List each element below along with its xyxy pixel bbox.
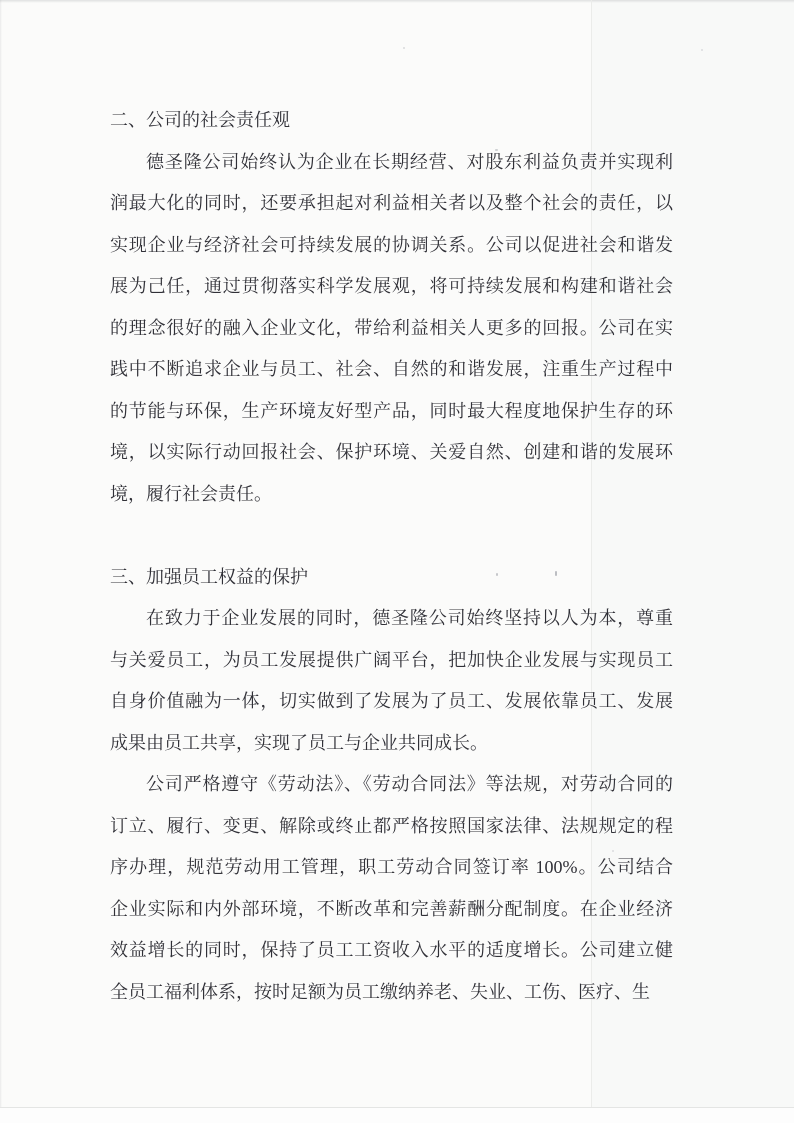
section-heading: 三、加强员工权益的保护 (110, 566, 308, 587)
text-line: 德圣隆公司始终认为企业在长期经营、对股东利益负责并实现利 (146, 151, 673, 172)
text-line: 效益增长的同时，保持了员工工资收入水平的适度增长。公司建立健 (110, 940, 673, 960)
scan-speck (701, 49, 703, 51)
text-line: 的节能与环保，生产环境友好型产品，同时最大程度地保护生存的环 (110, 400, 673, 421)
text-line: 的理念很好的融入企业文化，带给利益相关人更多的回报。公司在实 (110, 317, 673, 338)
text-line: 全员工福利体系，按时足额为员工缴纳养老、失业、工伤、医疗、生 (110, 981, 650, 1002)
document-body (110, 100, 673, 1013)
scan-below-page-area (0, 1108, 794, 1123)
text-line: 企业实际和内外部环境，不断改革和完善薪酬分配制度。在企业经济 (110, 898, 673, 919)
text-line: 润最大化的同时，还要承担起对利益相关者以及整个社会的责任，以 (110, 193, 673, 213)
text-line: 在致力于企业发展的同时，德圣隆公司始终坚持以人为本，尊重 (146, 608, 673, 628)
text-line: 实现企业与经济社会可持续发展的协调关系。公司以促进社会和谐发 (110, 234, 673, 255)
text-line: 序办理，规范劳动用工管理，职工劳动合同签订率 100%。公司结合 (110, 857, 673, 877)
scan-top-edge-shadow (0, 0, 794, 3)
text-line: 境，以实际行动回报社会、保护环境、关爱自然、创建和谐的发展环 (110, 442, 673, 462)
scan-left-edge-shadow (0, 0, 2, 1107)
text-line: 成果由员工共享，实现了员工与企业共同成长。 (110, 732, 488, 753)
text-line: 公司严格遵守《劳动法》、《劳动合同法》等法规，对劳动合同的 (146, 774, 673, 794)
text-line: 践中不断追求企业与员工、社会、自然的和谐发展，注重生产过程中 (110, 359, 673, 379)
text-line: 展为己任，通过贯彻落实科学发展观，将可持续发展和构建和谐社会 (110, 276, 673, 296)
document-section (110, 100, 673, 515)
scan-speck (403, 47, 405, 49)
text-line: 境，履行社会责任。 (110, 483, 272, 504)
text-line: 订立、履行、变更、解除或终止都严格按照国家法律、法规规定的程 (110, 815, 673, 836)
text-line: 与关爱员工，为员工发展提供广阔平台，把加快企业发展与实现员工 (110, 649, 673, 670)
text-line: 自身价值融为一体，切实做到了发展为了员工、发展依靠员工、发展 (110, 691, 673, 711)
section-heading: 二、公司的社会责任观 (110, 110, 290, 130)
document-section (110, 557, 673, 1014)
